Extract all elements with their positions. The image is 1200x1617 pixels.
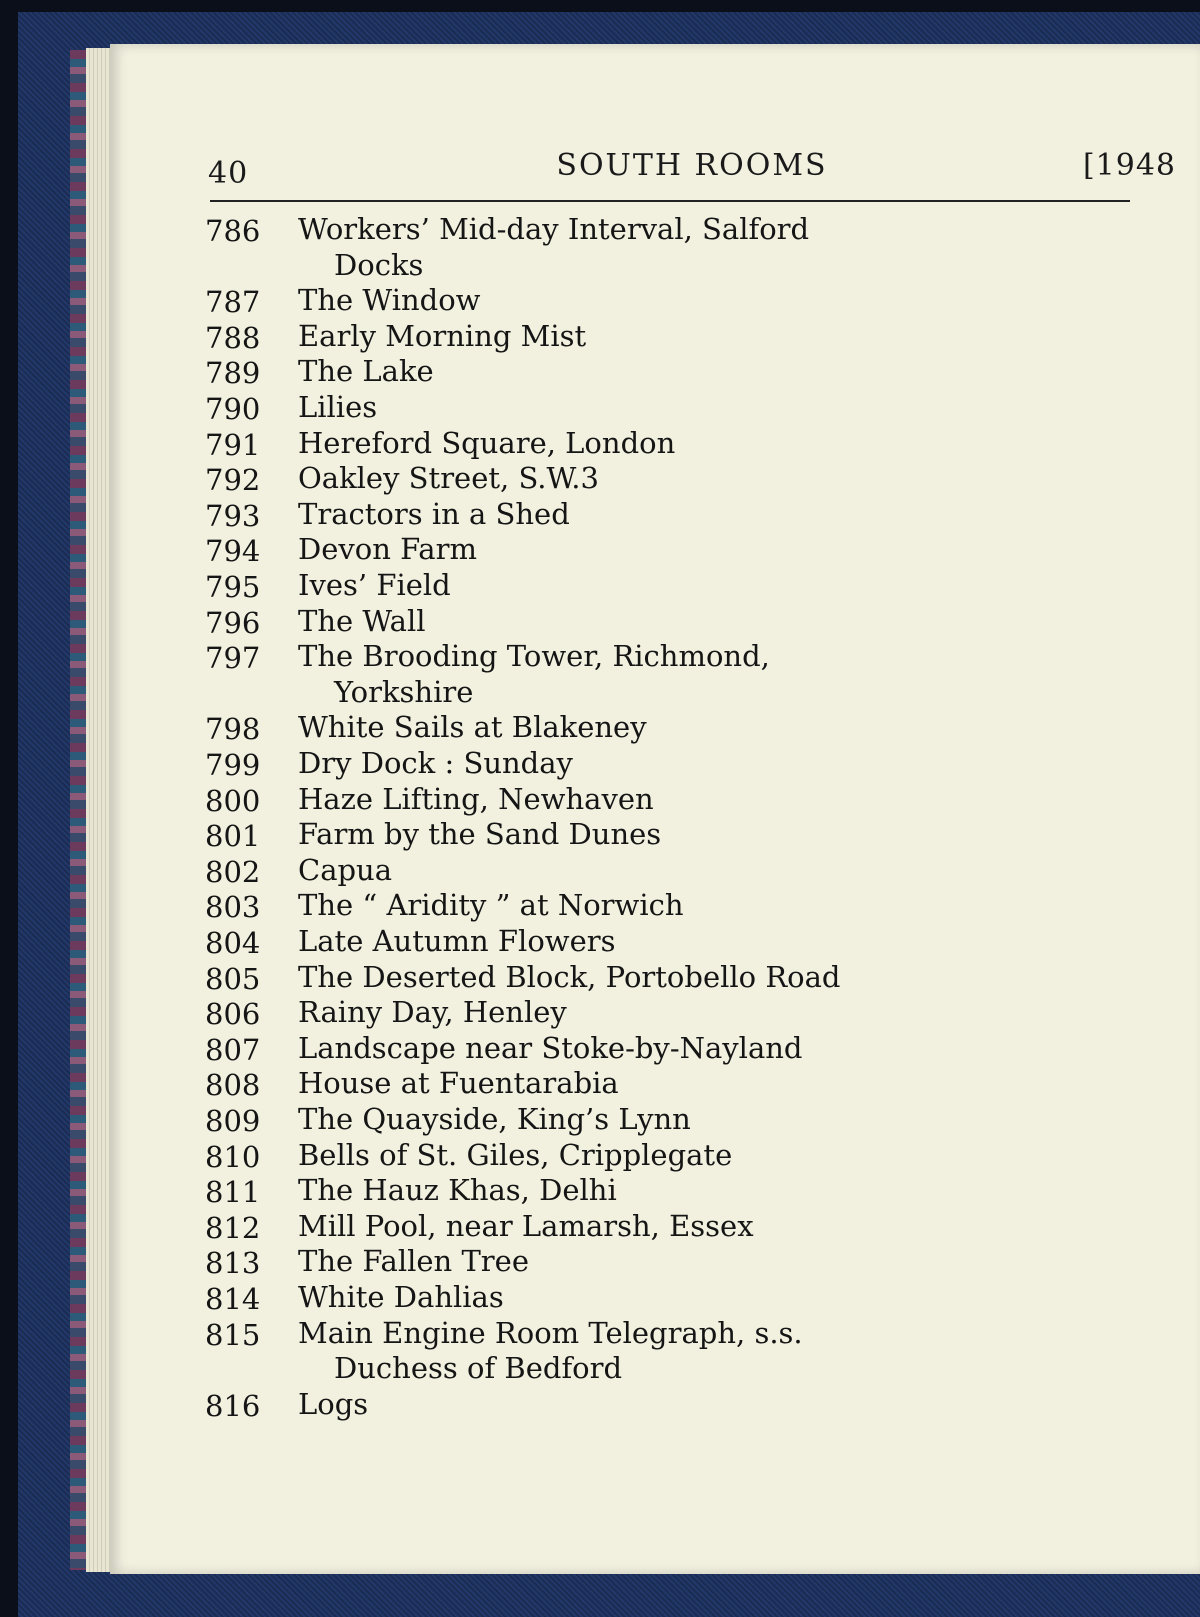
entry-number: 793 (205, 498, 261, 533)
entry-number: 788 (205, 320, 261, 355)
page-title: SOUTH ROOMS (556, 148, 828, 183)
entry-number: 795 (205, 570, 261, 604)
entry-title: Workers’ Mid-day Interval, Salford (298, 212, 810, 246)
entry-title: Bells of St. Giles, Cripplegate (298, 1137, 733, 1172)
entry-title: House at Fuentarabia (298, 1066, 619, 1101)
entry-title: Devon Farm (298, 532, 477, 567)
entry-title: The Wall (298, 603, 426, 638)
entry-number: 807 (205, 1032, 261, 1067)
entry-number: 812 (205, 1210, 261, 1245)
entry-title: Logs (298, 1386, 369, 1421)
entry-title: Mill Pool, near Lamarsh, Essex (298, 1208, 754, 1243)
entry-title: Capua (298, 852, 393, 887)
entry-title: Main Engine Room Telegraph, s.s. (298, 1315, 803, 1350)
entry-title: Tractors in a Shed (298, 496, 570, 531)
entry-number: 798 (205, 712, 261, 747)
entry-title: Early Morning Mist (298, 318, 587, 353)
entry-title: Haze Lifting, Newhaven (298, 781, 654, 816)
entry-number: 805 (205, 961, 261, 996)
entry-title: Hereford Square, London (298, 425, 676, 460)
entry-number: 789 (205, 356, 261, 391)
header-rule (210, 200, 1130, 202)
entry-number: 794 (205, 534, 261, 569)
entry-number: 799 (205, 748, 261, 782)
catalogue-year: [1948 (1082, 148, 1176, 183)
entry-number: 796 (205, 605, 261, 640)
entry-number: 801 (205, 819, 261, 854)
entry-title: The Hauz Khas, Delhi (298, 1173, 617, 1208)
entry-number: 811 (205, 1175, 261, 1210)
entry-title: The Window (298, 283, 481, 318)
entry-title: Farm by the Sand Dunes (298, 817, 662, 852)
entry-number: 806 (205, 997, 261, 1032)
entry-number: 787 (205, 285, 261, 320)
entry-title: The Fallen Tree (298, 1244, 529, 1279)
entry-title: The “ Aridity ” at Norwich (298, 888, 684, 923)
entry-title: The Deserted Block, Portobello Road (298, 959, 841, 994)
entry-number: 791 (205, 427, 261, 462)
entry-number: 792 (205, 463, 261, 498)
entry-title: Dry Dock : Sunday (298, 746, 573, 780)
entry-title: Oakley Street, S.W.3 (298, 461, 599, 496)
entry-title-continued: Yorkshire (334, 674, 474, 709)
entry-number: 815 (205, 1317, 261, 1352)
entry-title: The Lake (298, 354, 434, 389)
entry-title: White Sails at Blakeney (298, 710, 647, 745)
entry-number: 810 (205, 1139, 261, 1174)
page-number: 40 (208, 156, 249, 191)
entry-title: Late Autumn Flowers (298, 924, 616, 958)
entry-number: 797 (205, 641, 261, 676)
entry-number: 803 (205, 890, 261, 925)
entry-number: 816 (205, 1388, 261, 1423)
entry-number: 813 (205, 1246, 261, 1281)
entry-number: 804 (205, 926, 261, 960)
page-header (208, 148, 1176, 198)
entry-title: Landscape near Stoke-by-Nayland (298, 1030, 803, 1065)
entry-title: Rainy Day, Henley (298, 995, 567, 1030)
entry-title-continued: Docks (334, 247, 424, 282)
entry-number: 786 (205, 214, 261, 248)
entry-title: Lilies (298, 390, 378, 424)
entry-title-continued: Duchess of Bedford (334, 1351, 623, 1386)
entry-title: The Brooding Tower, Richmond, (298, 639, 770, 674)
entry-number: 802 (205, 854, 261, 889)
entry-number: 814 (205, 1282, 261, 1316)
entry-number: 809 (205, 1104, 261, 1138)
entry-number: 808 (205, 1068, 261, 1103)
entry-title: Ives’ Field (298, 568, 451, 602)
entry-title: The Quayside, King’s Lynn (298, 1102, 691, 1136)
entry-number: 800 (205, 783, 261, 818)
entry-number: 790 (205, 392, 261, 426)
entry-title: White Dahlias (298, 1280, 504, 1314)
